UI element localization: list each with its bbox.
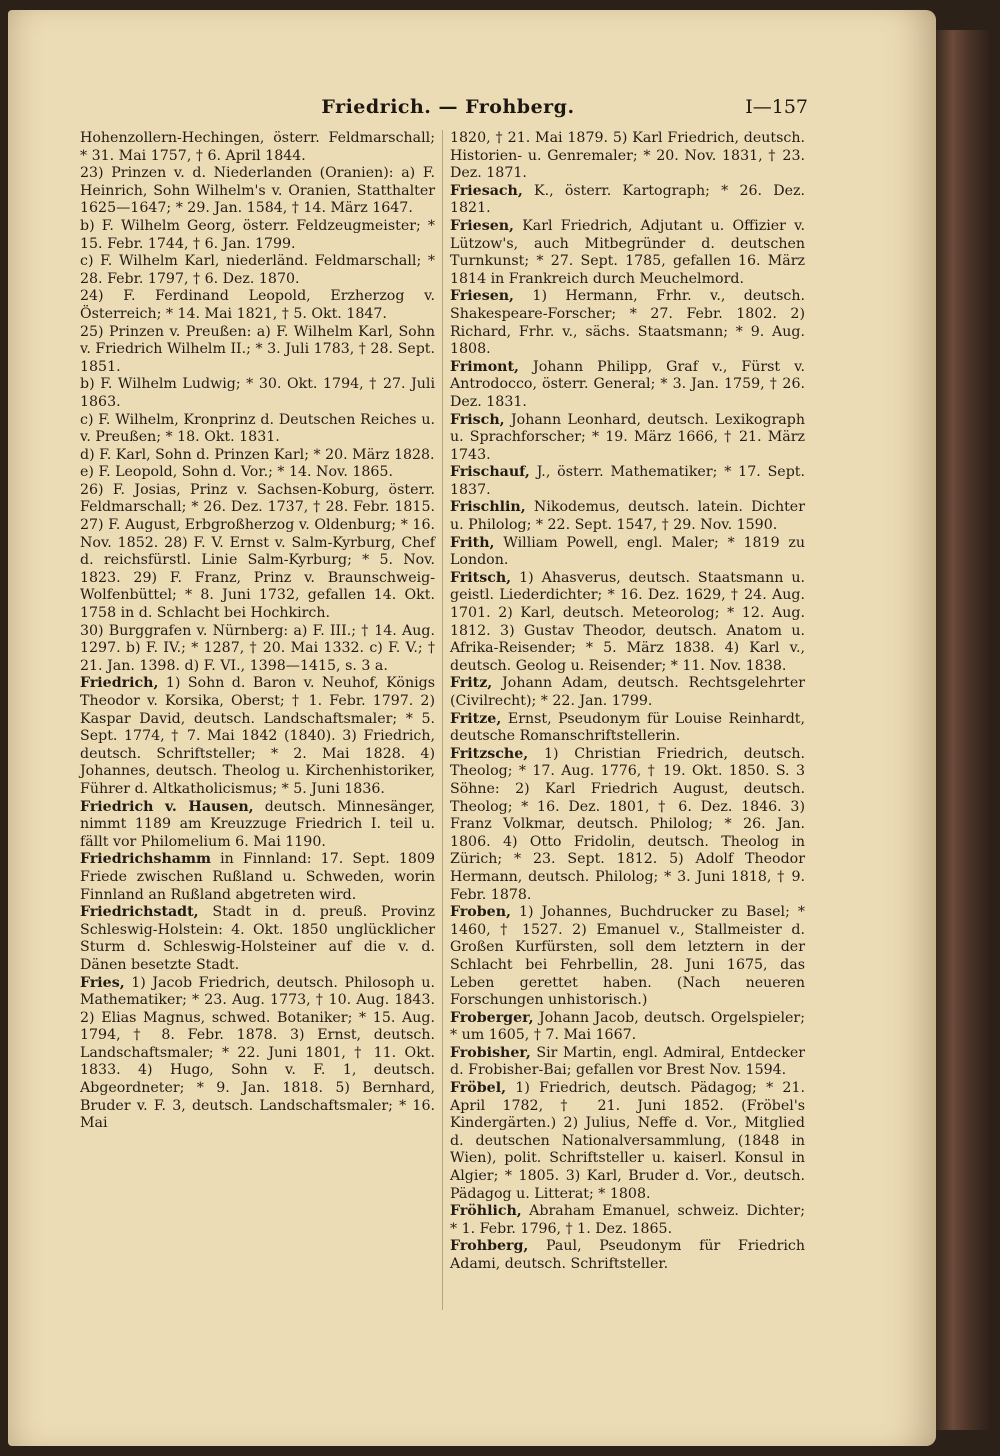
entry: Fröhlich, Abraham Emanuel, schweiz. Dichter; * 1. Febr. 1796, † 1. Dez. 1865. [450,1203,805,1237]
entry: Fries, 1) Jacob Friedrich, deutsch. Philosoph u. Mathematiker; * 23. Aug. 1773, † 10. Aug. 1843. 2) Elias Magnus, schwed. Botaniker; * 15. Aug. 1794, † 8. Febr. 1878. 3) Ernst, deutsch. Landschaftsmaler; * 22. Juni 1801, † 11. Okt. 1833. 4) Hugo, Sohn v. F. 1, deutsch. Abgeordneter; * 9. Jan. 1818. 5) Bernhard, Bruder v. F. 3, deutsch. Landschaftsmaler; * 16. Mai [80,974,435,1132]
entry: Friesach, K., österr. Kartograph; * 26. Dez. 1821. [450,182,805,217]
entry: 25) Prinzen v. Preußen: a) F. Wilhelm Karl, Sohn v. Friedrich Wilhelm II.; * 3. Juli 1783, † 28. Sept. 1851. [80,323,435,375]
entry: Frischlin, Nikodemus, deutsch. latein. Dichter u. Philolog; * 22. Sept. 1547, † 29. Nov. 1590. [450,499,805,534]
right-column [450,130,805,1274]
entry: 26) F. Josias, Prinz v. Sachsen-Koburg, österr. Feldmarschall; * 26. Dez. 1737, † 28. Febr. 1815. 27) F. August, Erbgroßherzog v. Oldenburg; * 16. Nov. 1852. 28) F. V. Ernst v. Salm-Kyrburg, Chef d. reichsfürstl. Linie Salm-Kyrburg; * 5. Nov. 1823. 29) F. Franz, Prinz v. Braunschweig-Wolfenbüttel; * 8. Juni 1732, gefallen 14. Okt. 1758 in d. Schlacht bei Hochkirch. [80,481,435,622]
column-divider [442,130,443,1310]
entry: Fritsch, 1) Ahasverus, deutsch. Staatsmann u. geistl. Liederdichter; * 16. Dez. 1629, † 24. Aug. 1701. 2) Karl, deutsch. Meteorolog; * 12. Aug. 1812. 3) Gustav Theodor, deutsch. Anatom u. Afrika-Reisender; * 5. März 1838. 4) Karl v., deutsch. Geolog u. Reisender; * 11. Nov. 1838. [450,569,805,674]
entry: Fritze, Ernst, Pseudonym für Louise Reinhardt, deutsche Romanschriftstellerin. [450,710,805,745]
entry: Frisch, Johann Leonhard, deutsch. Lexikograph u. Sprachforscher; * 19. März 1666, † 21. März 1743. [450,411,805,463]
entry: Frith, William Powell, engl. Maler; * 1819 zu London. [450,534,805,569]
entry: 24) F. Ferdinand Leopold, Erzherzog v. Österreich; * 14. Mai 1821, † 5. Okt. 1847. [80,288,435,322]
left-column [80,130,435,1133]
entry: Frischauf, J., österr. Mathematiker; * 17. Sept. 1837. [450,464,805,498]
entry: 30) Burggrafen v. Nürnberg: a) F. III.; † 14. Aug. 1297. b) F. IV.; * 1287, † 20. Mai 1332. c) F. V.; † 21. Jan. 1398. d) F. VI., 1398—1415, s. 3 a. [80,622,435,674]
entry: 1820, † 21. Mai 1879. 5) Karl Friedrich, deutsch. Historien- u. Genremaler; * 20. Nov. 1831, † 23. Dez. 1871. [450,130,805,182]
entry: Friedrichstadt, Stadt in d. preuß. Provinz Schleswig-Holstein: 4. Okt. 1850 unglücklicher Sturm d. Schleswig-Holsteiner auf die v. d. Dänen besetzte Stadt. [80,904,435,973]
book-edge [936,30,992,1430]
entry: Fritz, Johann Adam, deutsch. Rechtsgelehrter (Civilrecht); * 22. Jan. 1799. [450,675,805,709]
entry: Friesen, 1) Hermann, Frhr. v., deutsch. Shakespeare-Forscher; * 27. Febr. 1802. 2) Richard, Frhr. v., sächs. Staatsmann; * 9. Aug. 1808. [450,288,805,358]
entry: Hohenzollern-Hechingen, österr. Feldmarschall; * 31. Mai 1757, † 6. April 1844. [80,130,435,164]
entry: Friedrich, 1) Sohn d. Baron v. Neuhof, Königs Theodor v. Korsika, Oberst; † 1. Febr. 1797. 2) Kaspar David, deutsch. Landschaftsmaler; * 5. Sept. 1774, † 7. Mai 1842 (1840). 3) Friedrich, deutsch. Schriftsteller; * 2. Mai 1828. 4) Johannes, deutsch. Theolog u. Kirchenhistoriker, Führer d. Altkatholicismus; * 5. Juni 1836. [80,675,435,797]
running-header [88,96,808,126]
entry: 23) Prinzen v. d. Niederlanden (Oranien): a) F. Heinrich, Sohn Wilhelm's v. Oranien, Statthalter 1625—1647; * 29. Jan. 1584, † 14. März 1647. [80,165,435,217]
entry: c) F. Wilhelm, Kronprinz d. Deutschen Reiches u. v. Preußen; * 18. Okt. 1831. [80,411,435,446]
entry: Fritzsche, 1) Christian Friedrich, deutsch. Theolog; * 17. Aug. 1776, † 19. Okt. 1850. S. 3 Söhne: 2) Karl Friedrich August, deutsch. Theolog; * 16. Dez. 1801, † 6. Dez. 1846. 3) Franz Volkmar, deutsch. Philolog; * 26. Jan. 1806. 4) Otto Fridolin, deutsch. Theolog in Zürich; * 23. Sept. 1812. 5) Adolf Theodor Hermann, deutsch. Philolog; * 3. Juni 1818, † 9. Febr. 1878. [450,745,805,903]
entry: Fröbel, 1) Friedrich, deutsch. Pädagog; * 21. April 1782, † 21. Juni 1852. (Fröbel's Kindergärten.) 2) Julius, Neffe d. Vor., Mitglied d. deutschen Nationalversammlung, (1848 in Wien), polit. Schriftsteller u. kaiserl. Konsul in Algier; * 1805. 3) Karl, Bruder d. Vor., deutsch. Pädagog u. Litterat; * 1808. [450,1080,805,1202]
entry: Friedrich v. Hausen, deutsch. Minnesänger, nimmt 1189 am Kreuzzuge Friedrich I. teil u. fällt vor Philomelium 6. Mai 1190. [80,798,435,850]
entry: e) F. Leopold, Sohn d. Vor.; * 14. Nov. 1865. [80,464,393,481]
entry: Frimont, Johann Philipp, Graf v., Fürst v. Antrodocco, österr. General; * 3. Jan. 1759, † 26. Dez. 1831. [450,358,805,410]
page-number: I—157 [745,96,808,118]
entry: b) F. Wilhelm Georg, österr. Feldzeugmeister; * 15. Febr. 1744, † 6. Jan. 1799. [80,217,435,252]
entry: d) F. Karl, Sohn d. Prinzen Karl; * 20. März 1828. [80,446,435,463]
page-title: Friedrich. — Frohberg. [321,96,575,118]
entry: b) F. Wilhelm Ludwig; * 30. Okt. 1794, † 27. Juli 1863. [80,376,435,410]
entry: Froberger, Johann Jacob, deutsch. Orgelspieler; * um 1605, † 7. Mai 1667. [450,1009,805,1044]
entry: Froben, 1) Johannes, Buchdrucker zu Basel; * 1460, † 1527. 2) Emanuel v., Stallmeister d. Großen Kurfürsten, soll dem letztern in der Schlacht bei Fehrbellin, 28. Juni 1675, das Leben gerettet haben. (Nach neueren Forschungen unhistorisch.) [450,904,805,1009]
entry: Frobisher, Sir Martin, engl. Admiral, Entdecker d. Frobisher-Bai; gefallen vor Brest Nov. 1594. [450,1044,805,1079]
entry: Friesen, Karl Friedrich, Adjutant u. Offizier v. Lützow's, auch Mitbegründer d. deutschen Turnkunst; * 27. Sept. 1785, gefallen 16. März 1814 in Frankreich durch Meuchelmord. [450,217,805,287]
entry: c) F. Wilhelm Karl, niederländ. Feldmarschall; * 28. Febr. 1797, † 6. Dez. 1870. [80,253,435,287]
entry: Friedrichshamm in Finnland: 17. Sept. 1809 Friede zwischen Rußland u. Schweden, worin Finnland an Rußland abgetreten wird. [80,851,435,903]
entry: Frohberg, Paul, Pseudonym für Friedrich Adami, deutsch. Schriftsteller. [450,1238,805,1272]
